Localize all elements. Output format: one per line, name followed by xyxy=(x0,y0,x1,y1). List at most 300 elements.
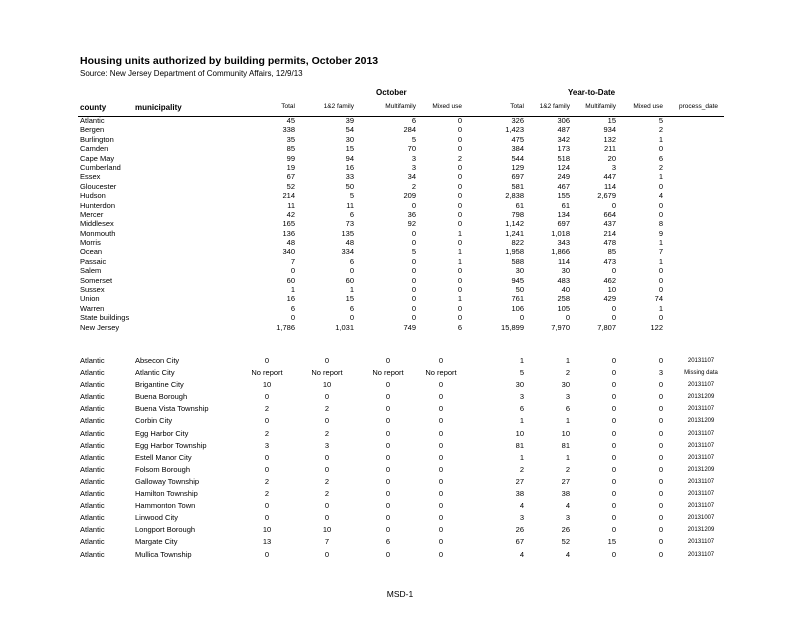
total-cell: 136 xyxy=(282,228,295,238)
total-cell: 1,786 xyxy=(276,322,295,332)
col-header-county: county xyxy=(80,103,107,112)
ytd-family12-cell: 124 xyxy=(557,162,570,172)
ytd-mixed-use-cell: 0 xyxy=(658,275,663,285)
ytd-multifamily-cell: 0 xyxy=(611,303,616,313)
ytd-family12-cell: 105 xyxy=(557,303,570,313)
total-cell: 60 xyxy=(286,275,295,285)
municipality-cell: Buena Borough xyxy=(135,392,188,402)
municipality-cell: Longport Borough xyxy=(135,525,196,535)
ytd-mixed-use-cell: 0 xyxy=(658,404,663,414)
ytd-total-cell: 798 xyxy=(511,209,524,219)
multifamily-cell: 6 xyxy=(385,537,391,547)
mixed-use-cell: 0 xyxy=(438,464,444,474)
ytd-multifamily-cell: 0 xyxy=(611,476,616,486)
ytd-mixed-use-cell: 74 xyxy=(654,294,663,304)
ytd-total-cell: 945 xyxy=(511,275,524,285)
ytd-total-cell: 588 xyxy=(511,256,524,266)
family12-cell: 0 xyxy=(324,501,330,511)
total-cell: 67 xyxy=(286,172,295,182)
ytd-multifamily-cell: 0 xyxy=(611,356,616,365)
county-cell: Middlesex xyxy=(80,219,114,229)
county-cell: Atlantic xyxy=(80,537,105,547)
process-date-cell: 20131107 xyxy=(687,539,715,546)
ytd-multifamily-cell: 3 xyxy=(611,162,616,172)
total-cell: 340 xyxy=(282,247,295,257)
multifamily-cell: 0 xyxy=(411,200,416,210)
ytd-total-cell: 3 xyxy=(519,392,524,402)
ytd-multifamily-cell: 15 xyxy=(607,116,616,125)
process-date-cell: 20131107 xyxy=(687,503,715,510)
ytd-total-cell: 3 xyxy=(519,513,524,523)
multifamily-cell: 0 xyxy=(411,313,416,323)
ytd-family12-cell: 483 xyxy=(557,275,570,285)
ytd-total-cell: 544 xyxy=(511,153,524,163)
family12-cell: 39 xyxy=(345,116,354,125)
total-cell: 99 xyxy=(286,153,295,163)
total-cell: 6 xyxy=(290,303,295,313)
municipality-cell: Corbin City xyxy=(135,416,173,426)
county-cell: Sussex xyxy=(80,285,105,295)
mixed-use-cell: 0 xyxy=(438,525,444,535)
ytd-family12-cell: 52 xyxy=(561,537,570,547)
county-cell: Ocean xyxy=(80,247,103,257)
county-row xyxy=(0,191,800,200)
county-cell: Salem xyxy=(80,266,102,276)
ytd-total-cell: 475 xyxy=(511,134,524,144)
ytd-multifamily-cell: 0 xyxy=(611,200,616,210)
family12-cell: 11 xyxy=(346,200,354,210)
municipality-row xyxy=(0,500,800,512)
municipality-cell: Estell Manor City xyxy=(135,452,192,462)
county-cell: Warren xyxy=(80,303,105,313)
col-header-ytd-multifamily: Multifamily xyxy=(585,103,616,110)
total-cell: 48 xyxy=(286,238,295,248)
county-cell: Atlantic xyxy=(80,356,105,365)
county-row xyxy=(0,172,800,181)
ytd-total-cell: 5 xyxy=(519,368,524,378)
ytd-multifamily-cell: 15 xyxy=(607,537,616,547)
ytd-mixed-use-cell: 0 xyxy=(658,209,663,219)
ytd-mixed-use-cell: 5 xyxy=(658,116,663,125)
ytd-total-cell: 30 xyxy=(515,380,524,390)
municipality-row xyxy=(0,403,800,415)
mixed-use-cell: 0 xyxy=(438,452,444,462)
ytd-mixed-use-cell: 7 xyxy=(658,247,663,257)
multifamily-cell: 92 xyxy=(407,219,416,229)
total-cell: 0 xyxy=(264,513,270,523)
ytd-total-cell: 4 xyxy=(519,549,524,559)
total-cell: 165 xyxy=(282,219,295,229)
multifamily-cell: 0 xyxy=(411,285,416,295)
ytd-total-cell: 1 xyxy=(519,356,524,365)
family12-cell: 7 xyxy=(324,537,330,547)
multifamily-cell: 0 xyxy=(385,356,391,365)
county-cell: Atlantic xyxy=(80,549,105,559)
ytd-mixed-use-cell: 0 xyxy=(658,452,663,462)
county-row xyxy=(0,116,800,125)
ytd-mixed-use-cell: 2 xyxy=(658,162,663,172)
ytd-multifamily-cell: 462 xyxy=(603,275,616,285)
county-row xyxy=(0,125,800,134)
family12-cell: 50 xyxy=(345,181,354,191)
mixed-use-cell: 0 xyxy=(438,392,444,402)
county-cell: Hunterdon xyxy=(80,200,116,210)
ytd-family12-cell: 155 xyxy=(557,191,570,201)
ytd-family12-cell: 26 xyxy=(561,525,570,535)
report-title: Housing units authorized by building permits, October 2013 xyxy=(80,55,379,67)
county-row xyxy=(0,229,800,238)
col-header-ytd-1-2-family: 1&2 family xyxy=(539,103,570,110)
mixed-use-cell: 0 xyxy=(457,285,462,295)
municipality-cell: Buena Vista Township xyxy=(135,404,209,414)
ytd-family12-cell: 2 xyxy=(565,368,570,378)
mixed-use-cell: 0 xyxy=(457,162,462,172)
ytd-family12-cell: 40 xyxy=(561,285,570,295)
total-cell: 0 xyxy=(264,392,270,402)
family12-cell: 10 xyxy=(322,380,332,390)
ytd-family12-cell: 306 xyxy=(557,116,570,125)
county-row xyxy=(0,238,800,247)
family12-cell: 73 xyxy=(345,219,354,229)
county-cell: Atlantic xyxy=(80,116,105,125)
multifamily-cell: 0 xyxy=(385,452,391,462)
municipality-row xyxy=(0,428,800,440)
ytd-mixed-use-cell: 0 xyxy=(658,416,663,426)
municipality-row xyxy=(0,512,800,524)
multifamily-cell: 3 xyxy=(411,162,416,172)
county-cell: Monmouth xyxy=(80,228,116,238)
multifamily-cell: 70 xyxy=(407,144,416,154)
ytd-multifamily-cell: 0 xyxy=(611,266,616,276)
ytd-family12-cell: 487 xyxy=(557,125,570,135)
ytd-mixed-use-cell: 0 xyxy=(658,440,663,450)
multifamily-cell: 0 xyxy=(385,525,391,535)
county-row xyxy=(0,257,800,266)
family12-cell: 2 xyxy=(324,489,330,499)
county-cell: Camden xyxy=(80,144,109,154)
mixed-use-cell: 0 xyxy=(457,209,462,219)
multifamily-cell: 0 xyxy=(411,294,416,304)
multifamily-cell: 0 xyxy=(385,464,391,474)
mixed-use-cell: 0 xyxy=(438,513,444,523)
ytd-multifamily-cell: 20 xyxy=(607,153,616,163)
ytd-multifamily-cell: 473 xyxy=(603,256,616,266)
ytd-mixed-use-cell: 3 xyxy=(658,368,663,378)
ytd-mixed-use-cell: 6 xyxy=(658,153,663,163)
county-cell: New Jersey xyxy=(80,322,120,332)
ytd-total-cell: 4 xyxy=(519,501,524,511)
municipality-cell: Galloway Township xyxy=(135,476,200,486)
ytd-family12-cell: 467 xyxy=(557,181,570,191)
ytd-family12-cell: 134 xyxy=(557,209,570,219)
ytd-total-cell: 822 xyxy=(511,238,524,248)
family12-cell: 33 xyxy=(345,172,354,182)
ytd-total-cell: 0 xyxy=(519,313,524,323)
mixed-use-cell: 0 xyxy=(457,219,462,229)
ytd-multifamily-cell: 132 xyxy=(603,134,616,144)
ytd-family12-cell: 4 xyxy=(565,501,570,511)
total-cell: 0 xyxy=(264,501,270,511)
ytd-family12-cell: 697 xyxy=(557,219,570,229)
ytd-mixed-use-cell: 0 xyxy=(658,513,663,523)
municipality-cell: Hamilton Township xyxy=(135,489,198,499)
family12-cell: 6 xyxy=(349,256,354,266)
ytd-multifamily-cell: 0 xyxy=(611,513,616,523)
ytd-mixed-use-cell: 0 xyxy=(658,464,663,474)
family12-cell: 0 xyxy=(324,356,330,365)
process-date-cell: 20131107 xyxy=(687,442,715,449)
ytd-family12-cell: 27 xyxy=(561,476,570,486)
column-header-row xyxy=(0,103,800,117)
mixed-use-cell: 1 xyxy=(457,294,462,304)
ytd-total-cell: 30 xyxy=(515,266,524,276)
col-header-municipality: municipality xyxy=(135,103,182,112)
ytd-mixed-use-cell: 0 xyxy=(658,501,663,511)
total-cell: 52 xyxy=(286,181,295,191)
multifamily-cell: 0 xyxy=(411,266,416,276)
mixed-use-cell: 0 xyxy=(457,303,462,313)
ytd-family12-cell: 4 xyxy=(565,549,570,559)
ytd-total-cell: 6 xyxy=(519,404,524,414)
ytd-mixed-use-cell: 0 xyxy=(658,392,663,402)
ytd-total-cell: 2 xyxy=(519,464,524,474)
county-cell: Union xyxy=(80,294,100,304)
ytd-multifamily-cell: 0 xyxy=(611,549,616,559)
county-cell: Bergen xyxy=(80,125,105,135)
ytd-family12-cell: 1 xyxy=(565,452,570,462)
multifamily-cell: 0 xyxy=(385,476,391,486)
municipality-row xyxy=(0,549,800,561)
family12-cell: 3 xyxy=(324,440,330,450)
multifamily-cell: 209 xyxy=(403,191,416,201)
ytd-multifamily-cell: 0 xyxy=(611,440,616,450)
ytd-family12-cell: 342 xyxy=(557,134,570,144)
multifamily-cell: No report xyxy=(372,368,404,378)
mixed-use-cell: 0 xyxy=(438,380,444,390)
county-cell: Atlantic xyxy=(80,452,105,462)
ytd-multifamily-cell: 0 xyxy=(611,416,616,426)
total-cell: 0 xyxy=(264,549,270,559)
multifamily-cell: 0 xyxy=(385,549,391,559)
col-header-mixed-use: Mixed use xyxy=(432,103,462,110)
mixed-use-cell: 0 xyxy=(438,416,444,426)
municipality-row xyxy=(0,367,800,379)
ytd-multifamily-cell: 437 xyxy=(603,219,616,229)
family12-cell: 0 xyxy=(324,392,330,402)
mixed-use-cell: 0 xyxy=(457,238,462,248)
municipality-row xyxy=(0,391,800,403)
ytd-total-cell: 2,838 xyxy=(505,191,524,201)
family12-cell: 94 xyxy=(345,153,354,163)
county-row xyxy=(0,266,800,275)
col-header-ytd-total: Total xyxy=(510,103,524,110)
multifamily-cell: 34 xyxy=(407,172,416,182)
family12-cell: 15 xyxy=(345,144,354,154)
ytd-total-cell: 1,958 xyxy=(505,247,524,257)
ytd-mixed-use-cell: 1 xyxy=(658,238,663,248)
multifamily-cell: 2 xyxy=(411,181,416,191)
page-footer: MSD-1 xyxy=(386,589,414,599)
ytd-multifamily-cell: 114 xyxy=(604,181,616,191)
total-cell: 42 xyxy=(286,209,295,219)
total-cell: 2 xyxy=(264,428,270,438)
ytd-total-cell: 1,423 xyxy=(505,125,524,135)
mixed-use-cell: 0 xyxy=(438,537,444,547)
ytd-family12-cell: 7,970 xyxy=(551,322,570,332)
total-cell: 10 xyxy=(262,525,272,535)
total-cell: 3 xyxy=(264,440,270,450)
mixed-use-cell: 0 xyxy=(457,313,462,323)
ytd-total-cell: 27 xyxy=(515,476,524,486)
ytd-total-cell: 106 xyxy=(511,303,524,313)
mixed-use-cell: 0 xyxy=(457,275,462,285)
mixed-use-cell: 0 xyxy=(438,356,444,365)
ytd-multifamily-cell: 478 xyxy=(603,238,616,248)
ytd-family12-cell: 38 xyxy=(561,489,570,499)
ytd-group-header: Year-to-Date xyxy=(568,88,616,97)
ytd-total-cell: 61 xyxy=(515,200,524,210)
county-row xyxy=(0,144,800,153)
county-cell: Atlantic xyxy=(80,476,105,486)
col-header-1-2-family: 1&2 family xyxy=(323,103,354,110)
ytd-total-cell: 697 xyxy=(511,172,524,182)
family12-cell: 30 xyxy=(345,134,354,144)
multifamily-cell: 0 xyxy=(385,489,391,499)
county-cell: Somerset xyxy=(80,275,113,285)
county-row xyxy=(0,210,800,219)
ytd-mixed-use-cell: 0 xyxy=(658,476,663,486)
ytd-total-cell: 15,899 xyxy=(501,322,524,332)
multifamily-cell: 0 xyxy=(411,238,416,248)
mixed-use-cell: 0 xyxy=(457,181,462,191)
ytd-multifamily-cell: 0 xyxy=(611,428,616,438)
ytd-multifamily-cell: 0 xyxy=(611,380,616,390)
total-cell: 0 xyxy=(264,416,270,426)
county-cell: State buildings xyxy=(80,313,130,323)
ytd-mixed-use-cell: 0 xyxy=(658,537,663,547)
municipality-table xyxy=(0,355,800,561)
county-table xyxy=(0,116,800,332)
process-date-cell: 20131107 xyxy=(687,382,715,389)
mixed-use-cell: 0 xyxy=(457,191,462,201)
ytd-mixed-use-cell: 0 xyxy=(658,144,663,154)
multifamily-cell: 0 xyxy=(385,380,391,390)
process-date-cell: 20131107 xyxy=(687,491,715,498)
multifamily-cell: 5 xyxy=(411,247,416,257)
family12-cell: 5 xyxy=(349,191,354,201)
ytd-multifamily-cell: 447 xyxy=(603,172,616,182)
ytd-total-cell: 26 xyxy=(515,525,524,535)
ytd-mixed-use-cell: 1 xyxy=(658,172,663,182)
ytd-family12-cell: 61 xyxy=(561,200,570,210)
county-cell: Hudson xyxy=(80,191,106,201)
multifamily-cell: 0 xyxy=(385,428,391,438)
family12-cell: 334 xyxy=(341,247,354,257)
family12-cell: 15 xyxy=(345,294,354,304)
municipality-row xyxy=(0,488,800,500)
multifamily-cell: 36 xyxy=(407,209,416,219)
municipality-cell: Margate City xyxy=(135,537,178,547)
municipality-cell: Atlantic City xyxy=(135,368,175,378)
ytd-mixed-use-cell: 0 xyxy=(658,380,663,390)
county-cell: Atlantic xyxy=(80,513,105,523)
ytd-family12-cell: 30 xyxy=(561,380,570,390)
total-cell: 0 xyxy=(290,266,295,276)
ytd-total-cell: 1,241 xyxy=(505,228,524,238)
total-cell: 2 xyxy=(264,404,270,414)
mixed-use-cell: 0 xyxy=(438,501,444,511)
county-row xyxy=(0,294,800,303)
county-row xyxy=(0,304,800,313)
process-date-cell: 20131107 xyxy=(687,454,715,461)
ytd-mixed-use-cell: 0 xyxy=(658,489,663,499)
ytd-family12-cell: 258 xyxy=(557,294,570,304)
process-date-cell: 20131209 xyxy=(687,394,715,401)
ytd-multifamily-cell: 0 xyxy=(611,501,616,511)
ytd-total-cell: 129 xyxy=(511,162,524,172)
ytd-mixed-use-cell: 122 xyxy=(650,322,663,332)
ytd-family12-cell: 114 xyxy=(558,256,570,266)
ytd-total-cell: 1 xyxy=(519,416,524,426)
total-cell: 35 xyxy=(286,134,295,144)
family12-cell: 10 xyxy=(322,525,332,535)
ytd-family12-cell: 1 xyxy=(565,356,570,365)
multifamily-cell: 3 xyxy=(411,153,416,163)
col-header-ytd-mixed-use: Mixed use xyxy=(633,103,663,110)
october-group-header: October xyxy=(376,88,407,97)
mixed-use-cell: 0 xyxy=(457,125,462,135)
ytd-total-cell: 326 xyxy=(511,116,524,125)
family12-cell: 2 xyxy=(324,404,330,414)
total-cell: 16 xyxy=(286,294,295,304)
total-cell: 2 xyxy=(264,489,270,499)
total-cell: 10 xyxy=(262,380,272,390)
ytd-multifamily-cell: 934 xyxy=(603,125,616,135)
total-cell: 13 xyxy=(262,537,272,547)
family12-cell: 60 xyxy=(345,275,354,285)
ytd-multifamily-cell: 429 xyxy=(603,294,616,304)
county-row xyxy=(0,135,800,144)
process-date-cell: 20131007 xyxy=(687,515,715,522)
ytd-multifamily-cell: 0 xyxy=(611,368,616,378)
county-row xyxy=(0,182,800,191)
multifamily-cell: 749 xyxy=(403,322,416,332)
county-row xyxy=(0,201,800,210)
county-row xyxy=(0,313,800,322)
process-date-cell: 20131107 xyxy=(687,358,715,364)
ytd-total-cell: 1,142 xyxy=(505,219,524,229)
family12-cell: 1,031 xyxy=(335,322,354,332)
ytd-mixed-use-cell: 2 xyxy=(658,125,663,135)
ytd-total-cell: 81 xyxy=(515,440,524,450)
total-cell: 2 xyxy=(264,476,270,486)
total-cell: 7 xyxy=(290,256,295,266)
ytd-mixed-use-cell: 0 xyxy=(658,266,663,276)
county-cell: Atlantic xyxy=(80,392,105,402)
municipality-row xyxy=(0,464,800,476)
process-date-cell: 20131209 xyxy=(687,418,715,425)
ytd-multifamily-cell: 0 xyxy=(611,489,616,499)
ytd-multifamily-cell: 0 xyxy=(611,392,616,402)
family12-cell: 0 xyxy=(324,549,330,559)
ytd-total-cell: 384 xyxy=(511,144,524,154)
process-date-cell: 20131107 xyxy=(687,478,715,485)
county-cell: Atlantic xyxy=(80,416,105,426)
ytd-multifamily-cell: 0 xyxy=(611,525,616,535)
total-cell: 338 xyxy=(282,125,295,135)
municipality-cell: Folsom Borough xyxy=(135,464,191,474)
ytd-mixed-use-cell: 0 xyxy=(658,200,663,210)
